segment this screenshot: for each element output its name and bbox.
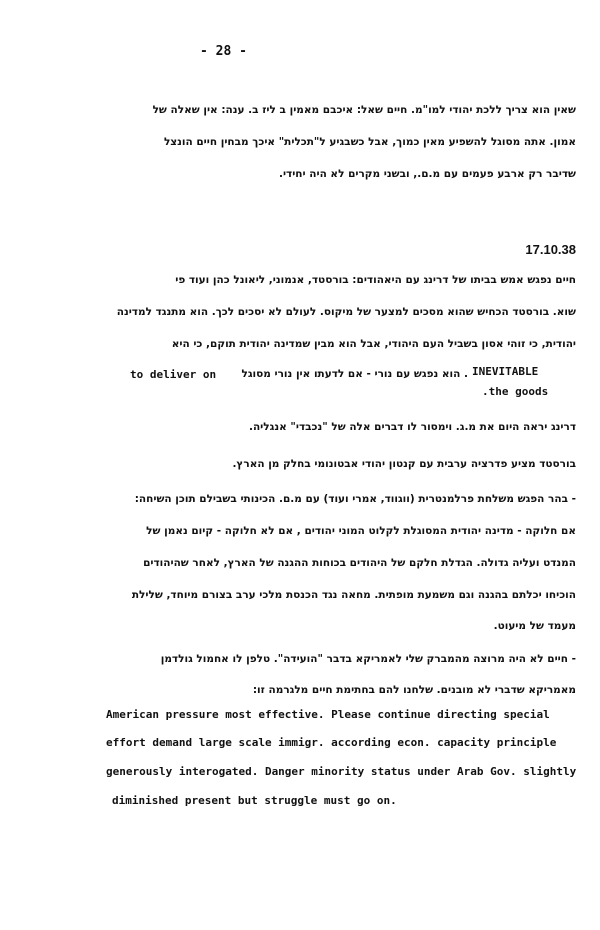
paragraph-6-line-2: מאמריקא שדברי לא מובנים. שלחנו להם בחתימת חיים מלגרמה זו: (252, 684, 576, 696)
paragraph-1-line-2: אמון. אתה מסוגל להשפיע מאין כמוך, אבל כשבגיע ל"תכלית" איכך מבחין חיים הונצל (163, 136, 576, 148)
paragraph-5-line-1: - בהר הפגש משלחת פרלמנטרית (ווגווד, אמרי ועוד) עם מ.ם. הכינותי בשבילם תוכן השיחה: (134, 493, 576, 505)
paragraph-1-line-3: שדיבר רק ארבע פעמים עם מ.ם., ובשני מקרים לא היה יחידי. (278, 168, 576, 180)
paragraph-1-line-1: שאין הוא צריך ללכת יהודי למו"מ. חיים שאל: איכבם מאמין ב ליז ב. ענה: אין שאלה של (152, 104, 576, 116)
telegram-line-1: American pressure most effective. Please continue directing special (106, 708, 550, 721)
page-number: - 28 - (200, 44, 247, 59)
paragraph-5-line-3: המנדט ועליה גדולה. הגדלת חלקם של היהודים בכוחות ההגנה של הארץ, לאחר שהיהודים (143, 557, 576, 569)
paragraph-2-line-4: . הוא נפגש עם נורי - אם לדעתו אין נורי מסוגל (241, 368, 468, 380)
entry-date: 17.10.38 (525, 242, 576, 257)
telegram-line-4: diminished present but struggle must go on. (112, 794, 397, 807)
paragraph-4: בורסטד מציע פדרציה ערבית עם קנטון יהודי אבטונומי בחלק מן הארץ. (232, 458, 576, 470)
paragraph-5-line-4: הוכיחו יכלתם בהגנה וגם משמעת מופתית. מחאה נגד הכנסת מלכי ערב בצורם מיוחד, שלילת (131, 589, 576, 601)
paragraph-2-line-3: יהודית, כי זוהי אסון בשביל העם היהודי, אבל הוא מבין שמדינה יהודית תוקם, כי היא (171, 338, 576, 350)
paragraph-2-line-2: שוא. בורסטד הכחיש שהוא מסכים למצער של מיקוס. לעולם לא יסכים לכך. הוא מתנגד למדינה (116, 306, 576, 318)
telegram-line-2: effort demand large scale immigr. according econ. capacity principle (106, 736, 557, 749)
paragraph-6-line-1: - חיים לא היה מרוצה מהמברק שלי לאמריקא בדבר "הועידה". טלפן לו אחמול גולדמן (160, 653, 576, 665)
english-word-inevitable: INEVITABLE (472, 365, 539, 378)
telegram-line-3: generously interogated. Danger minority status under Arab Gov. slightly (106, 765, 577, 778)
paragraph-2-line-1: חיים נפגש אמש בביתו של דרינג עם היאהודים: בורסטד, אנמוני, ליאונל כהן ועוד פי (175, 274, 576, 286)
english-phrase-goods: .the goods (482, 385, 549, 398)
paragraph-5-line-2: אם חלוקה - מדינה יהודית המסוגלת לקלוט המוני יהודים , אם לא חלוקה - קיום נאמן של (146, 525, 576, 537)
paragraph-5-line-5: מעמד של מיעוט. (493, 620, 576, 632)
paragraph-3: דרינג יראה היום את מ.ג. וימסור לו דברים אלה של "נכבדי" אנגליה. (248, 421, 576, 433)
english-phrase-deliver: to deliver on (130, 368, 217, 381)
